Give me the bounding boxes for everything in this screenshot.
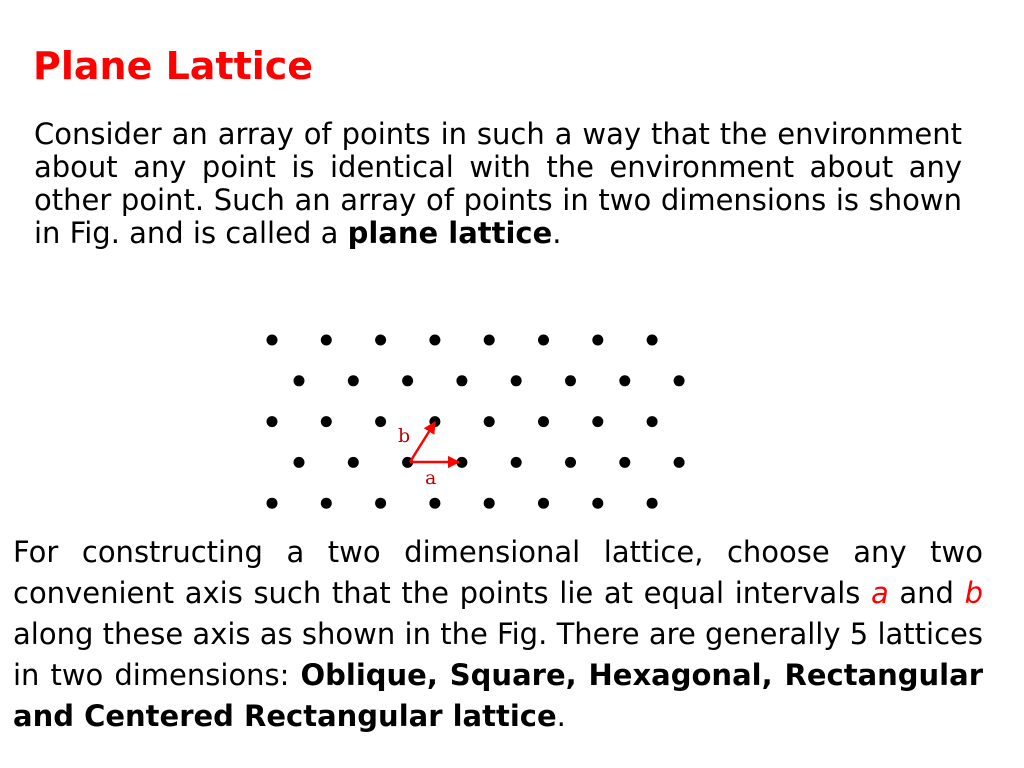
lattice-point: [647, 335, 658, 346]
lattice-point: [565, 457, 576, 468]
lattice-point: [592, 498, 603, 509]
lattice-point: [592, 335, 603, 346]
lattice-types: Oblique, Square, Hexagonal, Rectangular and Centered Rectangular lattice: [13, 658, 983, 733]
construction-period: .: [556, 699, 566, 733]
lattice-points: [267, 335, 685, 509]
lattice-point: [402, 375, 413, 386]
lattice-point: [348, 457, 359, 468]
lattice-point: [647, 498, 658, 509]
lattice-point: [674, 375, 685, 386]
interval-b: b: [964, 576, 983, 610]
lattice-point: [375, 335, 386, 346]
lattice-point: [321, 416, 332, 427]
lattice-point: [538, 498, 549, 509]
lattice-point: [484, 335, 495, 346]
page-title: Plane Lattice: [33, 44, 314, 88]
construction-text-3: along these axis as shown in the Fig. There are generally 5 lattices in two dimensions:: [13, 617, 983, 692]
lattice-point: [267, 335, 278, 346]
lattice-point: [619, 457, 630, 468]
vector-b-label: b: [398, 425, 411, 447]
plane-lattice-term: plane lattice: [347, 216, 553, 250]
lattice-point: [267, 416, 278, 427]
lattice-point: [429, 498, 440, 509]
lattice-point: [429, 416, 440, 427]
lattice-point: [484, 498, 495, 509]
vector-a-label: a: [425, 467, 437, 489]
lattice-point: [592, 416, 603, 427]
lattice-point: [456, 375, 467, 386]
interval-a: a: [870, 576, 889, 610]
lattice-point: [619, 375, 630, 386]
lattice-point: [429, 335, 440, 346]
lattice-point: [375, 498, 386, 509]
lattice-point: [348, 375, 359, 386]
lattice-point: [538, 335, 549, 346]
vector-b-arrow: [410, 422, 435, 462]
lattice-point: [267, 498, 278, 509]
lattice-point: [294, 375, 305, 386]
lattice-figure: [250, 320, 700, 520]
lattice-point: [294, 457, 305, 468]
lattice-point: [565, 375, 576, 386]
construction-paragraph: [13, 532, 983, 737]
lattice-point: [375, 416, 386, 427]
lattice-point: [484, 416, 495, 427]
construction-text-2: and: [888, 576, 965, 610]
construction-text-1: For constructing a two dimensional lattice, choose any two convenient axis such that the points lie at equal intervals: [13, 535, 983, 610]
lattice-point: [674, 457, 685, 468]
lattice-point: [321, 498, 332, 509]
lattice-point: [511, 375, 522, 386]
intro-text: Consider an array of points in such a way that the environment about any point is identical with the environment about any other point. Such an array of points in two dimensions is shown in Fig. and is called a: [34, 117, 962, 250]
intro-paragraph: [34, 118, 962, 250]
lattice-point: [538, 416, 549, 427]
lattice-point: [647, 416, 658, 427]
intro-period: .: [552, 216, 562, 250]
lattice-point: [321, 335, 332, 346]
lattice-point: [511, 457, 522, 468]
